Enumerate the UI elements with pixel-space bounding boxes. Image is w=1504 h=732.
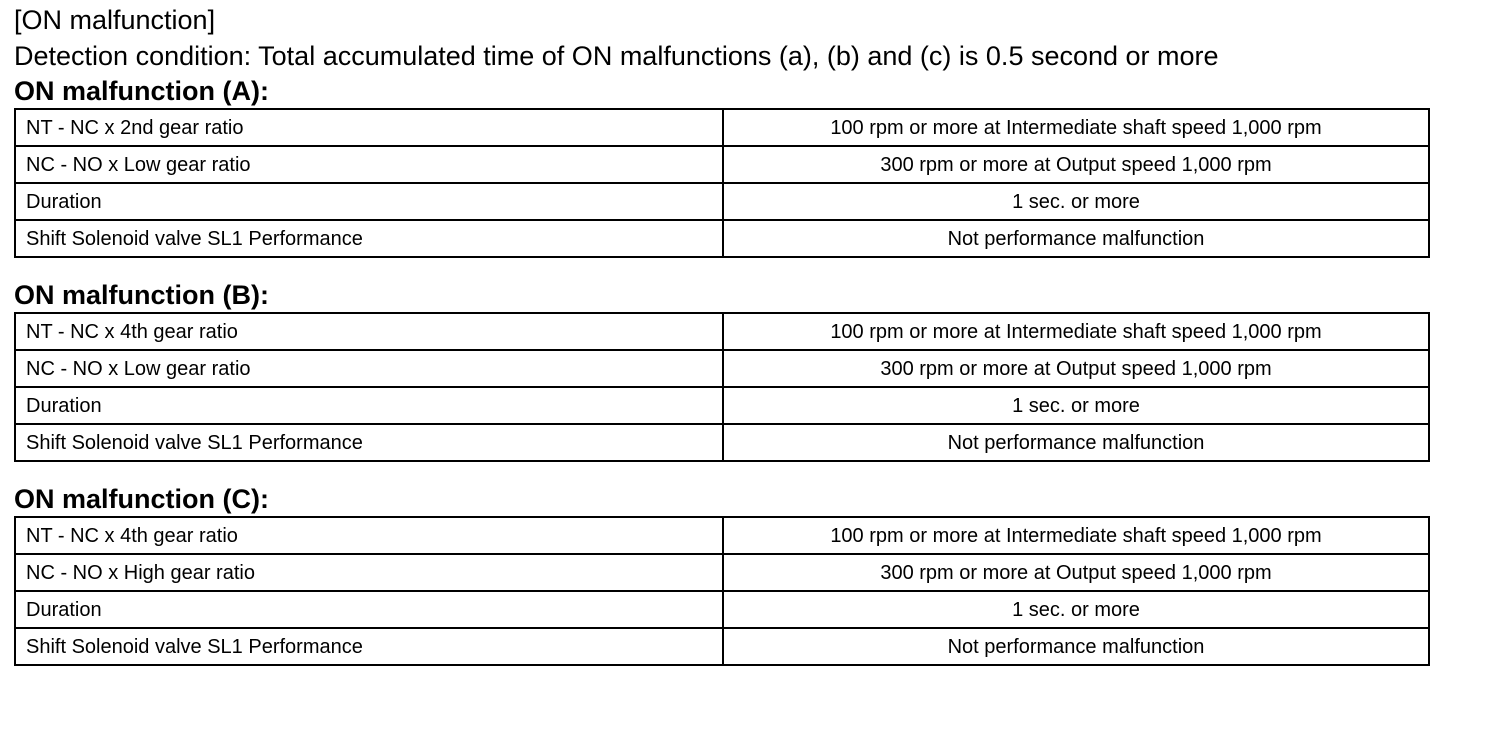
row-label: NT - NC x 2nd gear ratio: [15, 109, 723, 146]
table-row: [15, 591, 1429, 628]
row-label: Shift Solenoid valve SL1 Performance: [15, 424, 723, 461]
table-row: [15, 313, 1429, 350]
table-row: [15, 350, 1429, 387]
row-value: 1 sec. or more: [723, 183, 1429, 220]
row-value: Not performance malfunction: [723, 424, 1429, 461]
condition-table-b: [14, 312, 1430, 462]
table-row: [15, 146, 1429, 183]
table-row: [15, 220, 1429, 257]
table-row: [15, 387, 1429, 424]
row-value: 1 sec. or more: [723, 591, 1429, 628]
detection-condition: Detection condition: Total accumulated time of ON malfunctions (a), (b) and (c) is 0.5 second or more: [14, 41, 1219, 71]
condition-table-a: [14, 108, 1430, 258]
row-label: Shift Solenoid valve SL1 Performance: [15, 628, 723, 665]
row-label: NC - NO x Low gear ratio: [15, 350, 723, 387]
row-value: 300 rpm or more at Output speed 1,000 rpm: [723, 146, 1429, 183]
row-label: Duration: [15, 387, 723, 424]
row-value: 100 rpm or more at Intermediate shaft speed 1,000 rpm: [723, 109, 1429, 146]
row-label: Shift Solenoid valve SL1 Performance: [15, 220, 723, 257]
section-a: [14, 74, 1430, 258]
row-value: 300 rpm or more at Output speed 1,000 rpm: [723, 350, 1429, 387]
row-label: NC - NO x Low gear ratio: [15, 146, 723, 183]
row-label: NC - NO x High gear ratio: [15, 554, 723, 591]
row-value: Not performance malfunction: [723, 220, 1429, 257]
row-label: Duration: [15, 183, 723, 220]
table-row: [15, 424, 1429, 461]
table-row: [15, 628, 1429, 665]
row-value: 100 rpm or more at Intermediate shaft speed 1,000 rpm: [723, 313, 1429, 350]
row-value: 300 rpm or more at Output speed 1,000 rpm: [723, 554, 1429, 591]
section-c: [14, 482, 1430, 666]
section-heading-b: ON malfunction (B):: [14, 280, 269, 310]
table-row: [15, 183, 1429, 220]
document-title: [ON malfunction]: [14, 5, 216, 35]
table-row: [15, 109, 1429, 146]
table-row: [15, 554, 1429, 591]
condition-table-c: [14, 516, 1430, 666]
row-value: Not performance malfunction: [723, 628, 1429, 665]
section-heading-a: ON malfunction (A):: [14, 76, 269, 106]
row-label: NT - NC x 4th gear ratio: [15, 313, 723, 350]
row-label: Duration: [15, 591, 723, 628]
table-row: [15, 517, 1429, 554]
row-value: 1 sec. or more: [723, 387, 1429, 424]
row-value: 100 rpm or more at Intermediate shaft speed 1,000 rpm: [723, 517, 1429, 554]
row-label: NT - NC x 4th gear ratio: [15, 517, 723, 554]
document-page: [14, 0, 1430, 666]
section-heading-c: ON malfunction (C):: [14, 484, 269, 514]
section-b: [14, 278, 1430, 462]
